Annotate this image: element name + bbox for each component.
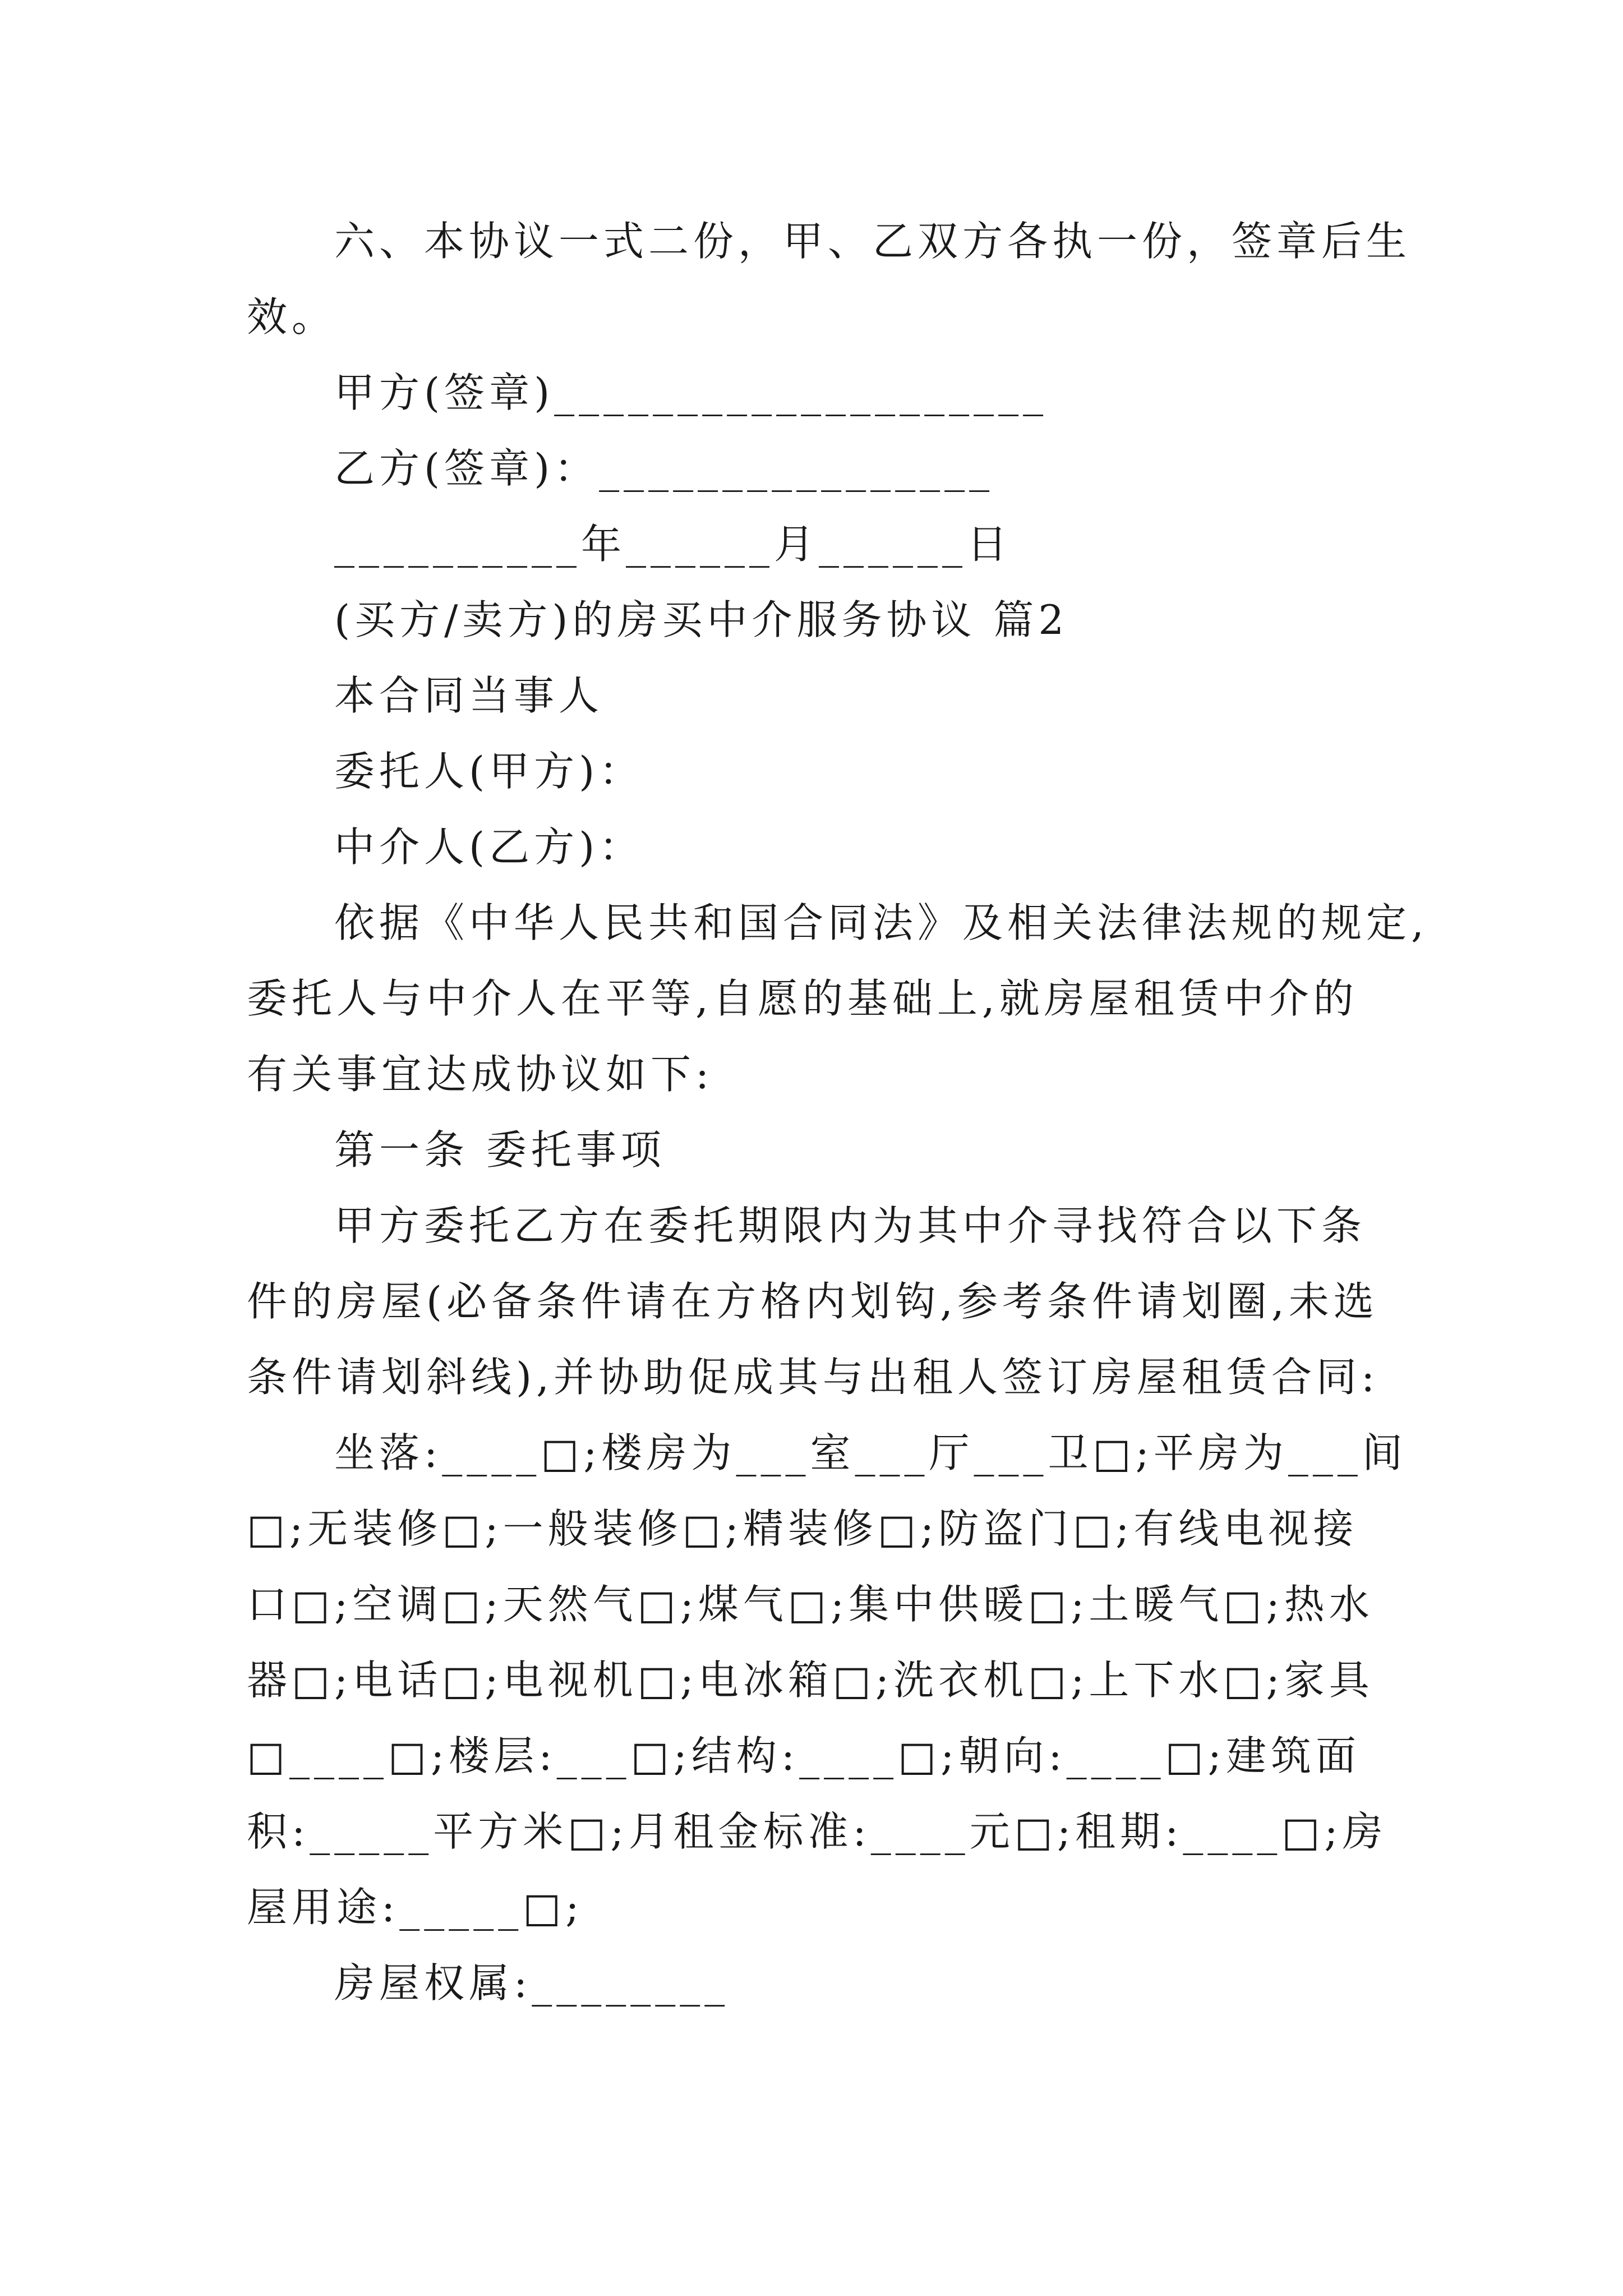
preamble-line3: 有关事宜达成协议如下: — [247, 1051, 714, 1098]
conditions-line7: 屋用途:_____□; — [247, 1884, 584, 1931]
preamble-line2: 委托人与中介人在平等,自愿的基础上,就房屋租赁中介的 — [247, 975, 1358, 1022]
conditions-line1: 坐落:____□;楼房为___室___厅___卫□;平房为___间 — [334, 1429, 1407, 1476]
ownership-line: 房屋权属:________ — [334, 1959, 730, 2007]
conditions-line4: 器□;电话□;电视机□;电冰箱□;洗衣机□;上下水□;家具 — [247, 1657, 1374, 1704]
section-title: (买方/卖方)的房买中介服务协议 篇2 — [334, 596, 1069, 643]
conditions-line2: □;无装修□;一般装修□;精装修□;防盗门□;有线电视接 — [247, 1505, 1358, 1552]
article1-body-line1: 甲方委托乙方在委托期限内为其中介寻找符合以下条 — [334, 1202, 1367, 1249]
party-principal: 委托人(甲方)： — [334, 748, 644, 795]
conditions-line3: 口□;空调□;天然气□;煤气□;集中供暖□;土暖气□;热水 — [247, 1581, 1374, 1628]
signature-party-a: 甲方(签章)____________________ — [334, 369, 1048, 416]
conditions-line6: 积:_____平方米□;月租金标准:____元□;租期:____□;房 — [247, 1808, 1387, 1855]
party-agent: 中介人(乙方)： — [334, 823, 644, 871]
clause6-line1: 六、本协议一式二份，甲、乙双方各执一份，签章后生 — [334, 218, 1412, 265]
signature-party-b: 乙方(签章)：________________ — [334, 445, 994, 492]
article1-body-line3: 条件请划斜线),并协助促成其与出租人签订房屋租赁合同: — [247, 1354, 1380, 1401]
clause6-line2: 效。 — [247, 293, 337, 341]
article1-title: 第一条 委托事项 — [334, 1126, 666, 1174]
article1-body-line2: 件的房屋(必备条件请在方格内划钩,参考条件请划圈,未选 — [247, 1278, 1378, 1325]
conditions-line5: □____□;楼层:___□;结构:____□;朝向:____□;建筑面 — [247, 1732, 1361, 1779]
parties-heading: 本合同当事人 — [334, 672, 604, 719]
preamble-line1: 依据《中华人民共和国合同法》及相关法律法规的规定, — [334, 899, 1428, 946]
signature-date: __________年______月______日 — [334, 521, 1012, 568]
